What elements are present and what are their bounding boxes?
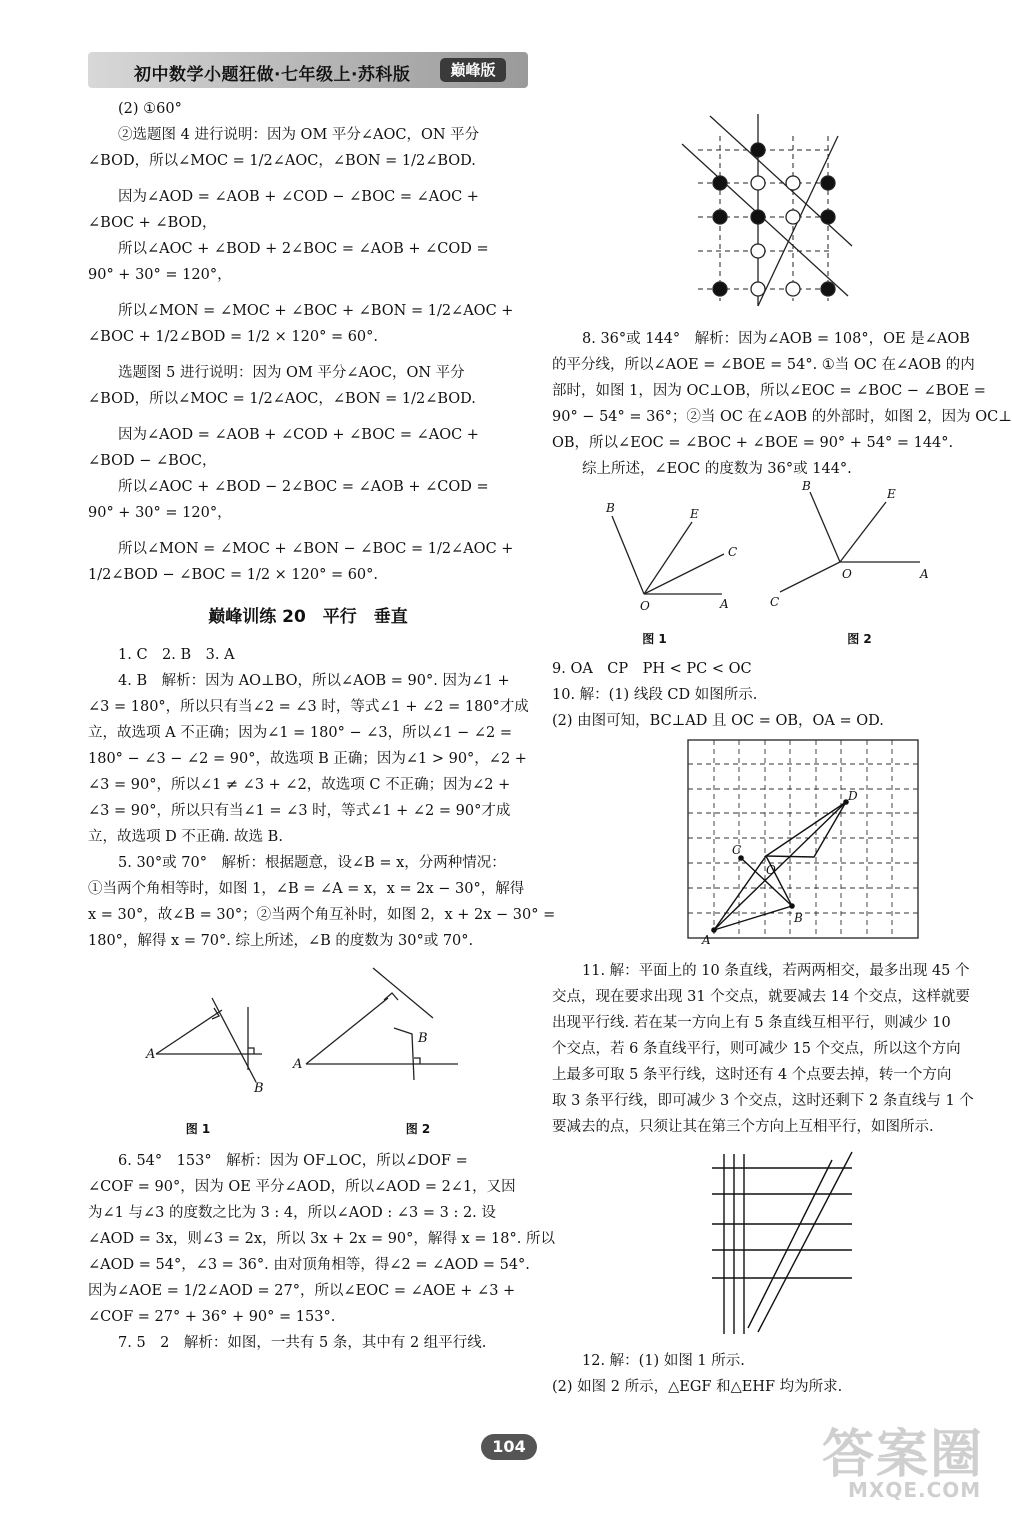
answer-line: 的平分线，所以∠AOE = ∠BOE = 54°. ①当 OC 在∠AOB 的内 (552, 357, 975, 373)
left-column (88, 96, 556, 1356)
fig-label: B (418, 1031, 428, 1046)
answer-line: 11. 解：平面上的 10 条直线，若两两相交，最多出现 45 个 (582, 963, 970, 979)
text-line: ∠BOD − ∠BOC， (88, 453, 217, 469)
answer-line: 6. 54° 153° 解析：因为 OF⊥OC，所以∠DOF = (118, 1153, 468, 1169)
fig-label: A (293, 1057, 303, 1072)
answer-line: 为∠1 与∠3 的度数之比为 3 : 4，所以∠AOD : ∠3 = 3 : 2. 设 (88, 1205, 496, 1221)
answer-line: 9. OA CP PH < PC < OC (552, 661, 752, 677)
parallel-lines-figure (552, 1146, 962, 1346)
answer-line: 4. B 解析：因为 AO⊥BO，所以∠AOB = 90°. 因为∠1 + (118, 673, 510, 689)
text-line: 所以∠MON = ∠MOC + ∠BON − ∠BOC = 1/2∠AOC + (118, 541, 514, 557)
svg-text:B: B (794, 911, 803, 925)
text-line: ∠BOD，所以∠MOC = 1/2∠AOC，∠BON = 1/2∠BOD. (88, 153, 476, 169)
text-line: 因为∠AOD = ∠AOB + ∠COD + ∠BOC = ∠AOC + (118, 427, 479, 443)
answer-line: 8. 36°或 144° 解析：因为∠AOB = 108°，OE 是∠AOB (582, 331, 970, 347)
svg-text:A: A (720, 597, 729, 611)
answer-line: 1. C 2. B 3. A (118, 647, 235, 663)
answer-line: 出现平行线. 若在某一方向上有 5 条直线互相平行，则减少 10 (552, 1015, 951, 1031)
answer-line: ①当两个角相等时，如图 1，∠B = ∠A = x，x = 2x − 30°，解得 (88, 881, 525, 897)
text-line: ∠BOC + ∠BOD， (88, 215, 217, 231)
triangle-figures (88, 962, 528, 1112)
figure-caption: 图 1 (185, 1122, 211, 1136)
figure-caption: 图 2 (405, 1122, 431, 1136)
answer-line: 立，故选项 A 不正确；因为∠1 = 180° − ∠3，所以∠1 − ∠2 = (88, 725, 512, 741)
text-line: 90° + 30° = 120°， (88, 267, 232, 283)
grid-figure (552, 734, 962, 954)
dot-grid-figure (552, 96, 962, 322)
answer-line: 上最多可取 5 条平行线，这时还有 4 个点要去掉，转一个方向 (552, 1067, 952, 1083)
header-title: 初中数学小题狂做·七年级上·苏科版 (134, 65, 411, 85)
text-line: 所以∠AOC + ∠BOD + 2∠BOC = ∠AOB + ∠COD = (118, 241, 489, 257)
answer-line: ∠3 = 180°，所以只有当∠2 = ∠3 时，等式∠1 + ∠2 = 180°才成 (88, 699, 529, 715)
fig-label: B (254, 1081, 264, 1096)
answer-line: 180°，解得 x = 70°. 综上所述，∠B 的度数为 30°或 70°. (88, 933, 474, 949)
text-line: ∠BOC + 1/2∠BOD = 1/2 × 120° = 60°. (88, 329, 379, 345)
svg-text:D: D (848, 789, 858, 803)
svg-text:C: C (728, 545, 738, 559)
answer-line: 部时，如图 1，因为 OC⊥OB，所以∠EOC = ∠BOC − ∠BOE = (552, 383, 986, 399)
answer-line: 12. 解：(1) 如图 1 所示. (582, 1353, 745, 1369)
watermark: 答案圈 (822, 1425, 985, 1485)
svg-text:A: A (702, 933, 711, 947)
answer-line: 90° − 54° = 36°；②当 OC 在∠AOB 的外部时，如图 2，因为 OC⊥ (552, 409, 1012, 425)
right-column (552, 96, 1012, 1400)
svg-text:C: C (770, 595, 780, 609)
answer-line: 综上所述，∠EOC 的度数为 36°或 144°. (582, 461, 852, 477)
svg-text:C: C (732, 843, 742, 857)
answer-line: 取 3 条平行线，即可减少 3 个交点，这时还剩下 2 条直线与 1 个 (552, 1093, 974, 1109)
svg-text:B: B (606, 501, 615, 515)
answer-line: ∠AOD = 54°，∠3 = 36°. 由对顶角相等，得∠2 = ∠AOD = 54°. (88, 1257, 530, 1273)
answer-line: ∠3 = 90°，所以∠1 ≠ ∠3 + ∠2，故选项 C 不正确；因为∠2 + (88, 777, 511, 793)
watermark-url: MXQE.COM (848, 1478, 982, 1502)
answer-line: 7. 5 2 解析：如图，一共有 5 条，其中有 2 组平行线. (118, 1335, 487, 1351)
svg-text:A: A (920, 567, 929, 581)
angle-figures (552, 479, 962, 622)
svg-text:O: O (842, 567, 852, 581)
text-line: 所以∠AOC + ∠BOD − 2∠BOC = ∠AOB + ∠COD = (118, 479, 489, 495)
text-line: 选题图 5 进行说明：因为 OM 平分∠AOC，ON 平分 (118, 365, 465, 381)
svg-text:E: E (887, 487, 896, 501)
answer-line: 立，故选项 D 不正确. 故选 B. (88, 829, 283, 845)
answer-line: ∠COF = 90°，因为 OE 平分∠AOD，所以∠AOD = 2∠1，又因 (88, 1179, 516, 1195)
answer-line: 个交点，若 6 条直线平行，则可减少 15 个交点，所以这个方向 (552, 1041, 961, 1057)
header-badge: 巅峰版 (440, 58, 506, 82)
answer-line: x = 30°，故∠B = 30°；②当两个角互补时，如图 2，x + 2x − 30° = (88, 907, 556, 923)
answer-line: 180° − ∠3 − ∠2 = 90°，故选项 B 正确；因为∠1 > 90°，∠2 + (88, 751, 527, 767)
svg-text:E: E (690, 507, 699, 521)
text-line: ②选题图 4 进行说明：因为 OM 平分∠AOC，ON 平分 (118, 127, 480, 143)
answer-line: (2) 由图可知，BC⊥AD 且 OC = OB，OA = OD. (552, 713, 884, 729)
text-line: ∠BOD，所以∠MOC = 1/2∠AOC，∠BON = 1/2∠BOD. (88, 391, 476, 407)
text-line: (2) ①60° (118, 101, 182, 117)
svg-text:O: O (640, 599, 650, 613)
section-title: 巅峰训练 20 平行 垂直 (208, 607, 408, 627)
answer-line: ∠3 = 90°，所以只有当∠1 = ∠3 时，等式∠1 + ∠2 = 90°才成 (88, 803, 511, 819)
text-line: 1/2∠BOD − ∠BOC = 1/2 × 120° = 60°. (88, 567, 379, 583)
answer-line: 因为∠AOE = 1/2∠AOD = 27°，所以∠EOC = ∠AOE + ∠3 + (88, 1283, 516, 1299)
text-line: 因为∠AOD = ∠AOB + ∠COD − ∠BOC = ∠AOC + (118, 189, 479, 205)
text-line: 所以∠MON = ∠MOC + ∠BOC + ∠BON = 1/2∠AOC + (118, 303, 514, 319)
answer-line: 交点，现在要求出现 31 个交点，就要减去 14 个交点，这样就要 (552, 989, 970, 1005)
answer-line: 10. 解：(1) 线段 CD 如图所示. (552, 687, 758, 703)
answer-line: 要减去的点，只须让其在第三个方向上互相平行，如图所示. (552, 1119, 934, 1135)
figure-caption: 图 2 (847, 632, 872, 646)
fig-label: A (146, 1047, 156, 1062)
figure-caption: 图 1 (642, 632, 667, 646)
answer-line: 5. 30°或 70° 解析：根据题意，设∠B = x，分两种情况： (118, 855, 506, 871)
svg-text:O: O (766, 863, 776, 877)
answer-line: OB，所以∠EOC = ∠BOC + ∠BOE = 90° + 54° = 144°. (552, 435, 954, 451)
text-line: 90° + 30° = 120°， (88, 505, 232, 521)
page-number: 104 (481, 1434, 537, 1460)
svg-text:B: B (802, 479, 811, 493)
answer-line: ∠COF = 27° + 36° + 90° = 153°. (88, 1309, 336, 1325)
answer-line: (2) 如图 2 所示，△EGF 和△EHF 均为所求. (552, 1379, 843, 1395)
answer-line: ∠AOD = 3x，则∠3 = 2x，所以 3x + 2x = 90°，解得 x = 18°. 所以 (88, 1231, 555, 1247)
